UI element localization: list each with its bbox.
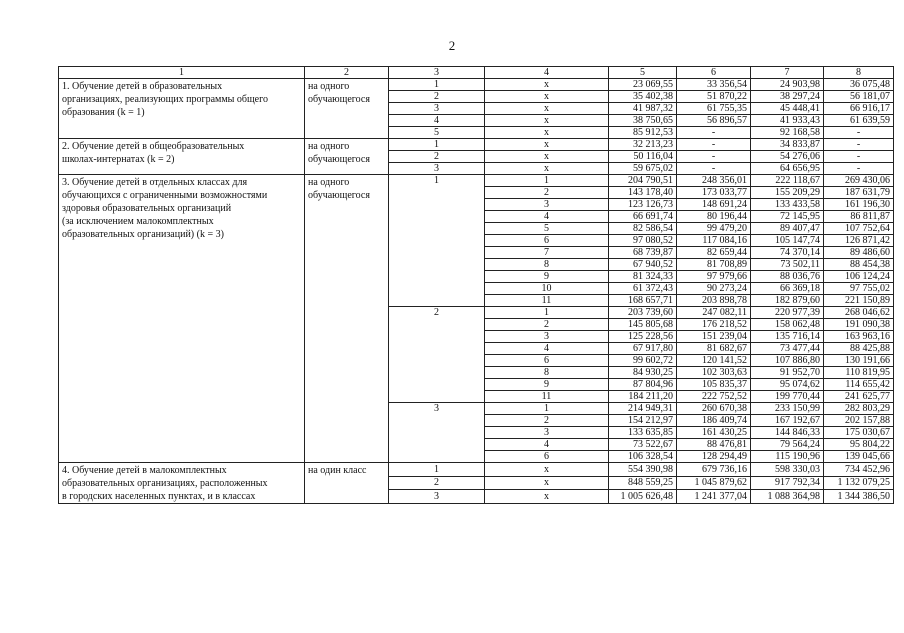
normative-cost-col-8: 221 150,89 <box>824 295 894 307</box>
unit-of-measure <box>305 139 389 175</box>
column-3-value: 1 <box>389 79 485 91</box>
cost-norms-table <box>58 66 894 504</box>
normative-cost-col-6: 33 356,54 <box>677 79 751 91</box>
column-4-value: 3 <box>485 331 609 343</box>
column-4-value: x <box>485 79 609 91</box>
column-4-value: 10 <box>485 283 609 295</box>
column-number-5: 5 <box>609 67 677 79</box>
normative-cost-col-6: 51 870,22 <box>677 91 751 103</box>
normative-cost-col-8: - <box>824 151 894 163</box>
normative-cost-col-8: 1 344 386,50 <box>824 490 894 504</box>
column-3-value: 1 <box>389 463 485 477</box>
normative-cost-col-8: 88 425,88 <box>824 343 894 355</box>
normative-cost-col-7: 144 846,33 <box>751 427 824 439</box>
service-description <box>59 463 305 504</box>
description-line: организациях, реализующих программы общего <box>62 94 268 105</box>
column-4-value: 1 <box>485 175 609 187</box>
normative-cost-col-8: - <box>824 139 894 151</box>
column-number-2: 2 <box>305 67 389 79</box>
column-4-value: 6 <box>485 355 609 367</box>
normative-cost-col-7: 38 297,24 <box>751 91 824 103</box>
column-4-value: 1 <box>485 403 609 415</box>
description-line: в городских населенных пунктах, и в классах <box>62 491 256 502</box>
normative-cost-col-5: 168 657,71 <box>609 295 677 307</box>
normative-cost-col-6: 128 294,49 <box>677 451 751 463</box>
normative-cost-col-8: 282 803,29 <box>824 403 894 415</box>
column-4-value: 3 <box>485 199 609 211</box>
normative-cost-col-7: 95 074,62 <box>751 379 824 391</box>
normative-cost-col-5: 81 324,33 <box>609 271 677 283</box>
normative-cost-col-7: 115 190,96 <box>751 451 824 463</box>
column-4-value: 6 <box>485 235 609 247</box>
normative-cost-col-6: - <box>677 127 751 139</box>
column-4-value: x <box>485 91 609 103</box>
column-4-value: 2 <box>485 415 609 427</box>
service-description <box>59 139 305 175</box>
column-4-value: 2 <box>485 187 609 199</box>
normative-cost-col-7: 917 792,34 <box>751 476 824 490</box>
column-4-value: 4 <box>485 343 609 355</box>
normative-cost-col-6: - <box>677 151 751 163</box>
normative-cost-col-6: 222 752,52 <box>677 391 751 403</box>
normative-cost-col-7: 105 147,74 <box>751 235 824 247</box>
column-3-value: 4 <box>389 115 485 127</box>
normative-cost-col-7: 89 407,47 <box>751 223 824 235</box>
normative-cost-col-7: 107 886,80 <box>751 355 824 367</box>
unit-line: обучающегося <box>308 154 370 165</box>
normative-cost-col-5: 133 635,85 <box>609 427 677 439</box>
table-row <box>59 79 894 91</box>
column-4-value: 11 <box>485 391 609 403</box>
normative-cost-col-8: 202 157,88 <box>824 415 894 427</box>
unit-of-measure <box>305 175 389 463</box>
normative-cost-col-5: 68 739,87 <box>609 247 677 259</box>
column-4-value: x <box>485 139 609 151</box>
description-line: образовательных организаций) (k = 3) <box>62 229 224 240</box>
column-4-value: 2 <box>485 319 609 331</box>
column-3-value: 1 <box>389 139 485 151</box>
column-3-value: 3 <box>389 163 485 175</box>
normative-cost-col-7: 199 770,44 <box>751 391 824 403</box>
normative-cost-col-6: 88 476,81 <box>677 439 751 451</box>
column-number-3: 3 <box>389 67 485 79</box>
column-3-value: 5 <box>389 127 485 139</box>
normative-cost-col-7: 233 150,99 <box>751 403 824 415</box>
column-3-value: 2 <box>389 151 485 163</box>
normative-cost-col-7: 34 833,87 <box>751 139 824 151</box>
description-line: школах-интернатах (k = 2) <box>62 154 175 165</box>
normative-cost-col-8: 191 090,38 <box>824 319 894 331</box>
normative-cost-col-5: 61 372,43 <box>609 283 677 295</box>
normative-cost-col-7: 73 502,11 <box>751 259 824 271</box>
normative-cost-col-5: 84 930,25 <box>609 367 677 379</box>
description-line: здоровья образовательных организаций <box>62 203 232 214</box>
normative-cost-col-7: 1 088 364,98 <box>751 490 824 504</box>
normative-cost-col-6: 248 356,01 <box>677 175 751 187</box>
normative-cost-col-8: 95 804,22 <box>824 439 894 451</box>
column-4-value: 3 <box>485 427 609 439</box>
normative-cost-col-6: 81 708,89 <box>677 259 751 271</box>
unit-line: обучающегося <box>308 94 370 105</box>
normative-cost-col-5: 554 390,98 <box>609 463 677 477</box>
normative-cost-col-5: 67 940,52 <box>609 259 677 271</box>
column-4-value: x <box>485 127 609 139</box>
unit-line: обучающегося <box>308 190 370 201</box>
normative-cost-col-7: 45 448,41 <box>751 103 824 115</box>
column-3-value: 2 <box>389 476 485 490</box>
normative-cost-col-6: 80 196,44 <box>677 211 751 223</box>
normative-cost-col-6: 247 082,11 <box>677 307 751 319</box>
page-number: 2 <box>448 38 456 53</box>
normative-cost-col-7: 155 209,29 <box>751 187 824 199</box>
description-line: 1. Обучение детей в образовательных <box>62 81 223 92</box>
normative-cost-col-6: 102 303,63 <box>677 367 751 379</box>
normative-cost-col-7: 66 369,18 <box>751 283 824 295</box>
normative-cost-col-7: 158 062,48 <box>751 319 824 331</box>
normative-cost-col-7: 220 977,39 <box>751 307 824 319</box>
normative-cost-col-8: 61 639,59 <box>824 115 894 127</box>
category-value: 2 <box>389 307 485 403</box>
description-line: 3. Обучение детей в отдельных классах для <box>62 177 248 188</box>
normative-cost-col-7: 72 145,95 <box>751 211 824 223</box>
column-4-value: 8 <box>485 259 609 271</box>
unit-line: на одного <box>308 177 350 188</box>
column-number-4: 4 <box>485 67 609 79</box>
normative-cost-col-6: 90 273,24 <box>677 283 751 295</box>
description-line: образовательных организациях, расположенных <box>62 478 268 489</box>
description-line: (за исключением малокомплектных <box>62 216 214 227</box>
normative-cost-col-6: 56 896,57 <box>677 115 751 127</box>
normative-cost-col-5: 106 328,54 <box>609 451 677 463</box>
normative-cost-col-5: 35 402,38 <box>609 91 677 103</box>
normative-cost-col-7: 64 656,95 <box>751 163 824 175</box>
column-3-value: 3 <box>389 103 485 115</box>
table-row <box>59 139 894 151</box>
normative-cost-col-5: 41 987,32 <box>609 103 677 115</box>
normative-cost-col-7: 92 168,58 <box>751 127 824 139</box>
normative-cost-col-8: 114 655,42 <box>824 379 894 391</box>
normative-cost-col-8: 97 755,02 <box>824 283 894 295</box>
column-4-value: 9 <box>485 379 609 391</box>
normative-cost-col-6: 151 239,04 <box>677 331 751 343</box>
normative-cost-col-5: 23 069,55 <box>609 79 677 91</box>
normative-cost-col-5: 97 080,52 <box>609 235 677 247</box>
unit-line: на один класс <box>308 465 367 476</box>
normative-cost-col-7: 24 903,98 <box>751 79 824 91</box>
normative-cost-col-8: - <box>824 163 894 175</box>
column-4-value: 5 <box>485 223 609 235</box>
column-number-8: 8 <box>824 67 894 79</box>
normative-cost-col-6: 61 755,35 <box>677 103 751 115</box>
table-header-row <box>59 67 894 79</box>
normative-cost-col-6: - <box>677 139 751 151</box>
normative-cost-col-8: 187 631,79 <box>824 187 894 199</box>
normative-cost-col-5: 67 917,80 <box>609 343 677 355</box>
normative-cost-col-6: 117 084,16 <box>677 235 751 247</box>
normative-cost-col-6: 203 898,78 <box>677 295 751 307</box>
normative-cost-col-8: 734 452,96 <box>824 463 894 477</box>
column-number-1: 1 <box>59 67 305 79</box>
column-4-value: 1 <box>485 307 609 319</box>
column-4-value: 11 <box>485 295 609 307</box>
column-4-value: x <box>485 103 609 115</box>
category-value: 1 <box>389 175 485 307</box>
normative-cost-col-8: 269 430,06 <box>824 175 894 187</box>
column-4-value: 7 <box>485 247 609 259</box>
normative-cost-col-8: 56 181,07 <box>824 91 894 103</box>
normative-cost-col-8: 163 963,16 <box>824 331 894 343</box>
normative-cost-col-5: 50 116,04 <box>609 151 677 163</box>
column-4-value: 9 <box>485 271 609 283</box>
description-line: образования (k = 1) <box>62 107 145 118</box>
normative-cost-col-5: 214 949,31 <box>609 403 677 415</box>
normative-cost-col-6: - <box>677 163 751 175</box>
normative-cost-col-6: 99 479,20 <box>677 223 751 235</box>
column-4-value: 6 <box>485 451 609 463</box>
table-row <box>59 463 894 477</box>
normative-cost-col-8: 1 132 079,25 <box>824 476 894 490</box>
column-number-6: 6 <box>677 67 751 79</box>
column-4-value: x <box>485 163 609 175</box>
normative-cost-col-6: 81 682,67 <box>677 343 751 355</box>
normative-cost-col-8: 106 124,24 <box>824 271 894 283</box>
table-row <box>59 175 894 187</box>
column-4-value: 4 <box>485 211 609 223</box>
normative-cost-col-8: 130 191,66 <box>824 355 894 367</box>
normative-cost-col-5: 204 790,51 <box>609 175 677 187</box>
normative-cost-col-7: 79 564,24 <box>751 439 824 451</box>
normative-cost-col-8: 110 819,95 <box>824 367 894 379</box>
normative-cost-col-5: 1 005 626,48 <box>609 490 677 504</box>
normative-cost-col-5: 203 739,60 <box>609 307 677 319</box>
normative-cost-col-5: 143 178,40 <box>609 187 677 199</box>
normative-cost-col-8: 36 075,48 <box>824 79 894 91</box>
normative-cost-col-5: 154 212,97 <box>609 415 677 427</box>
column-4-value: x <box>485 463 609 477</box>
normative-cost-col-5: 99 602,72 <box>609 355 677 367</box>
normative-cost-col-8: 107 752,64 <box>824 223 894 235</box>
column-4-value: x <box>485 476 609 490</box>
normative-cost-col-7: 182 879,60 <box>751 295 824 307</box>
column-3-value: 2 <box>389 91 485 103</box>
normative-cost-col-6: 161 430,25 <box>677 427 751 439</box>
unit-line: на одного <box>308 141 350 152</box>
normative-cost-col-5: 85 912,53 <box>609 127 677 139</box>
normative-cost-col-5: 66 691,74 <box>609 211 677 223</box>
normative-cost-col-7: 74 370,14 <box>751 247 824 259</box>
normative-cost-col-5: 73 522,67 <box>609 439 677 451</box>
normative-cost-col-7: 41 933,43 <box>751 115 824 127</box>
normative-cost-col-7: 167 192,67 <box>751 415 824 427</box>
normative-cost-col-6: 173 033,77 <box>677 187 751 199</box>
category-value: 3 <box>389 403 485 463</box>
normative-cost-col-5: 145 805,68 <box>609 319 677 331</box>
normative-cost-col-8: 88 454,38 <box>824 259 894 271</box>
normative-cost-col-5: 32 213,23 <box>609 139 677 151</box>
unit-line: на одного <box>308 81 350 92</box>
normative-cost-col-7: 598 330,03 <box>751 463 824 477</box>
normative-cost-col-8: 139 045,66 <box>824 451 894 463</box>
description-line: обучающихся с ограниченными возможностями <box>62 190 268 201</box>
normative-cost-col-7: 54 276,06 <box>751 151 824 163</box>
normative-cost-col-5: 184 211,20 <box>609 391 677 403</box>
normative-cost-col-8: 241 625,77 <box>824 391 894 403</box>
normative-cost-col-7: 222 118,67 <box>751 175 824 187</box>
normative-cost-col-5: 59 675,02 <box>609 163 677 175</box>
normative-cost-col-6: 1 241 377,04 <box>677 490 751 504</box>
normative-cost-col-8: 268 046,62 <box>824 307 894 319</box>
column-4-value: x <box>485 115 609 127</box>
normative-cost-col-8: 66 916,17 <box>824 103 894 115</box>
normative-cost-col-5: 38 750,65 <box>609 115 677 127</box>
description-line: 4. Обучение детей в малокомплектных <box>62 465 227 476</box>
column-3-value: 3 <box>389 490 485 504</box>
normative-cost-col-5: 87 804,96 <box>609 379 677 391</box>
normative-cost-col-5: 123 126,73 <box>609 199 677 211</box>
column-4-value: 4 <box>485 439 609 451</box>
normative-cost-col-7: 135 716,14 <box>751 331 824 343</box>
normative-cost-col-7: 73 477,44 <box>751 343 824 355</box>
normative-cost-col-5: 848 559,25 <box>609 476 677 490</box>
description-line: 2. Обучение детей в общеобразовательных <box>62 141 245 152</box>
column-4-value: 8 <box>485 367 609 379</box>
normative-cost-col-7: 133 433,58 <box>751 199 824 211</box>
normative-cost-col-6: 186 409,74 <box>677 415 751 427</box>
normative-cost-col-6: 105 835,37 <box>677 379 751 391</box>
normative-cost-col-6: 260 670,38 <box>677 403 751 415</box>
normative-cost-col-5: 125 228,56 <box>609 331 677 343</box>
normative-cost-col-7: 88 036,76 <box>751 271 824 283</box>
normative-cost-col-8: 175 030,67 <box>824 427 894 439</box>
normative-cost-col-6: 679 736,16 <box>677 463 751 477</box>
column-4-value: x <box>485 490 609 504</box>
normative-cost-col-6: 82 659,44 <box>677 247 751 259</box>
unit-of-measure <box>305 463 389 504</box>
normative-cost-col-8: 86 811,87 <box>824 211 894 223</box>
column-number-7: 7 <box>751 67 824 79</box>
normative-cost-col-8: 89 486,60 <box>824 247 894 259</box>
service-description <box>59 175 305 463</box>
unit-of-measure <box>305 79 389 139</box>
column-4-value: x <box>485 151 609 163</box>
normative-cost-col-8: 161 196,30 <box>824 199 894 211</box>
normative-cost-col-7: 91 952,70 <box>751 367 824 379</box>
service-description <box>59 79 305 139</box>
normative-cost-col-6: 1 045 879,62 <box>677 476 751 490</box>
normative-cost-col-6: 97 979,66 <box>677 271 751 283</box>
normative-cost-col-8: 126 871,42 <box>824 235 894 247</box>
normative-cost-col-8: - <box>824 127 894 139</box>
normative-cost-col-6: 148 691,24 <box>677 199 751 211</box>
normative-cost-col-6: 176 218,52 <box>677 319 751 331</box>
normative-cost-col-6: 120 141,52 <box>677 355 751 367</box>
normative-cost-col-5: 82 586,54 <box>609 223 677 235</box>
